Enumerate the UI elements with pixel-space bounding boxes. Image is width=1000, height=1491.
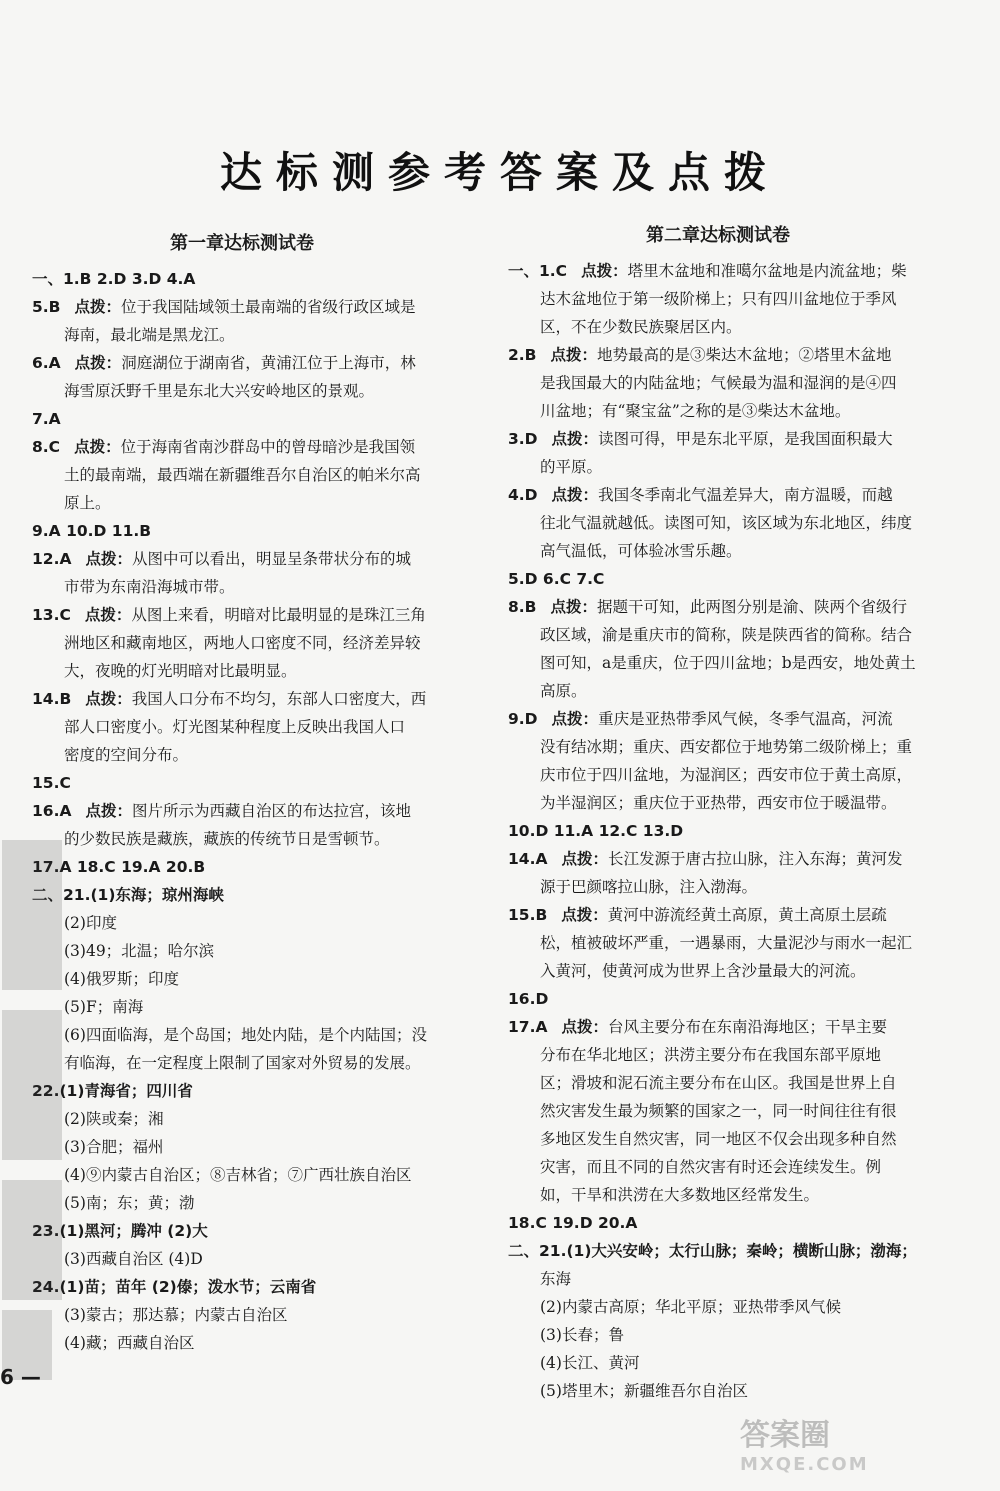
question-number: 2.B [508, 346, 537, 364]
answer-text: 二、21.(1)大兴安岭；太行山脉；秦岭；横断山脉；渤海； [508, 1242, 917, 1260]
hint-text-line: 地势最高的是③柴达木盆地；②塔里木盆地 [597, 346, 892, 364]
hint-label: 点拨： [550, 598, 598, 616]
answer-entry [508, 705, 928, 817]
hint-text-line: 然灾害发生最为频繁的国家之一，同一时间往往有很 [540, 1102, 897, 1120]
hint-text-line: 塔里木盆地和准噶尔盆地是内流盆地；柴 [627, 262, 907, 280]
hint-text-line: 川盆地；有“聚宝盆”之称的是③柴达木盆地。 [540, 402, 851, 420]
answer-entry [32, 601, 452, 685]
right-column [508, 225, 928, 1405]
question-number: 17.A [508, 1018, 548, 1036]
sub-answer: (6)四面临海，是个岛国；地处内陆，是个内陆国；没 [64, 1026, 427, 1044]
answer-entry: 24.(1)苗；苗年 (2)傣；泼水节；云南省 [32, 1278, 317, 1296]
answer-entry: 23.(1)黑河；腾冲 (2)大 [32, 1222, 208, 1240]
hint-text-line: 高气温低，可体验冰雪乐趣。 [540, 542, 742, 560]
hint-text-line: 市带为东南沿海城市带。 [64, 578, 235, 596]
hint-label: 点拨： [561, 906, 608, 924]
section-title: 第二章达标测试卷 [646, 225, 790, 246]
page-title: 达标测参考答案及点拨 [219, 148, 780, 197]
hint-text-line: 入黄河，使黄河成为世界上含沙量最大的河流。 [540, 962, 866, 980]
hint-text-line: 台风主要分布在东南沿海地区；干旱主要 [607, 1018, 887, 1036]
answer-entry [32, 293, 452, 349]
question-number: 8.B [508, 598, 537, 616]
answer-entry [508, 1013, 928, 1209]
hint-text-line: 位于海南省南沙群岛中的曾母暗沙是我国领 [120, 438, 416, 456]
sub-answer-list [32, 909, 452, 1077]
hint-text-line: 的少数民族是藏族，藏族的传统节日是雪顿节。 [64, 830, 390, 848]
hint-text-line: 区；滑坡和泥石流主要分布在山区。我国是世界上自 [540, 1074, 897, 1092]
hint-text-line: 为半湿润区；重庆位于亚热带，西安市位于暖温带。 [540, 794, 897, 812]
question-number: 14.B [32, 690, 72, 708]
watermark [740, 1410, 970, 1480]
hint-text-line: 海南，最北端是黑龙江。 [64, 326, 235, 344]
answer-list [32, 265, 452, 909]
answer-entry [508, 565, 928, 593]
sub-answer-list [32, 1245, 452, 1273]
hint-text-line: 图可知，a是重庆，位于四川盆地；b是西安，地处黄土 [540, 654, 916, 672]
answer-entry [508, 985, 928, 1013]
question-number: 9.D [508, 710, 538, 728]
question-number: 6.A [32, 354, 61, 372]
hint-label: 点拨： [74, 354, 122, 372]
sub-answer: (5)南；东；黄；渤 [64, 1194, 195, 1212]
answer-entry [32, 405, 452, 433]
answer-entry [508, 425, 928, 481]
hint-text-line: 土的最南端，最西端在新疆维吾尔自治区的帕米尔高 [64, 466, 421, 484]
question-number: 5.B [32, 298, 61, 316]
sub-answer: (2)内蒙古高原；华北平原；亚热带季风气候 [540, 1298, 841, 1316]
hint-text-line: 位于我国陆域领土最南端的省级行政区域是 [121, 298, 416, 316]
hint-label: 点拨： [74, 298, 122, 316]
left-column [32, 225, 452, 1357]
sub-answer: (2)陕或秦；湘 [64, 1110, 164, 1128]
answer-text: 16.D [508, 990, 549, 1008]
hint-label: 点拨： [551, 430, 599, 448]
answer-entry [508, 817, 928, 845]
hint-label: 点拨： [550, 346, 598, 364]
answer-entry [32, 349, 452, 405]
hint-label: 点拨： [551, 486, 599, 504]
answer-entry [32, 517, 452, 545]
question-number: 14.A [508, 850, 548, 868]
answer-entry [32, 853, 452, 881]
answer-text: 5.D 6.C 7.C [508, 570, 605, 588]
sub-answer: (3)49；北温；哈尔滨 [64, 942, 215, 960]
hint-text-line: 的平原。 [540, 458, 603, 476]
question-number: 4.D [508, 486, 538, 504]
answer-text: 10.D 11.A 12.C 13.D [508, 822, 684, 840]
answer-entry [32, 545, 452, 601]
hint-label: 点拨： [85, 550, 132, 568]
hint-text-line: 海雪原沃野千里是东北大兴安岭地区的景观。 [64, 382, 375, 400]
question-number: 3.D [508, 430, 538, 448]
hint-text-line: 重庆是亚热带季风气候，冬季气温高，河流 [598, 710, 893, 728]
hint-label: 点拨： [74, 438, 121, 456]
answer-entry [32, 769, 452, 797]
hint-text-line: 长江发源于唐古拉山脉，注入东海；黄河发 [607, 850, 903, 868]
hint-text-line: 政区域，渝是重庆市的简称，陕是陕西省的简称。结合 [540, 626, 913, 644]
answer-entry [508, 257, 928, 341]
hint-text-line: 我国冬季南北气温差异大，南方温暖，而越 [598, 486, 893, 504]
hint-text-line: 据题干可知，此两图分别是渝、陕两个省级行 [597, 598, 908, 616]
side-seal-graphic [0, 830, 70, 1390]
answer-entry [508, 341, 928, 425]
hint-label: 点拨： [581, 262, 628, 280]
answer-entry [32, 797, 452, 853]
answer-entry [508, 1237, 928, 1265]
sub-answer: 有临海，在一定程度上限制了国家对外贸易的发展。 [64, 1054, 421, 1072]
hint-text-line: 洞庭湖位于湖南省，黄浦江位于上海市，林 [121, 354, 416, 372]
sub-answer: (4)俄罗斯；印度 [64, 970, 179, 988]
answer-text: 7.A [32, 410, 61, 428]
hint-text-line: 没有结冰期；重庆、西安都位于地势第二级阶梯上；重 [540, 738, 913, 756]
question-number: 8.C [32, 438, 61, 456]
page-number: 6 — [0, 1365, 41, 1389]
answer-entry [508, 901, 928, 985]
hint-label: 点拨： [85, 802, 132, 820]
answer-entry [32, 685, 452, 769]
hint-label: 点拨： [551, 710, 599, 728]
sub-answer-list [32, 1301, 452, 1357]
hint-text-line: 大，夜晚的灯光明暗对比最明显。 [64, 662, 297, 680]
watermark-url: MXQE.COM [740, 1454, 869, 1475]
answer-entry: 22.(1)青海省；四川省 [32, 1082, 193, 1100]
answer-text: 二、21.(1)东海；琼州海峡 [32, 886, 224, 904]
hint-text-line: 多地区发生自然灾害，同一地区不仅会出现多种自然 [540, 1130, 897, 1148]
answer-text: 17.A 18.C 19.A 20.B [32, 858, 206, 876]
hint-text-line: 源于巴颜喀拉山脉，注入渤海。 [540, 878, 758, 896]
hint-text-line: 分布在华北地区；洪涝主要分布在我国东部平原地 [540, 1046, 882, 1064]
hint-text-line: 是我国最大的内陆盆地；气候最为温和湿润的是④四 [540, 374, 897, 392]
question-number: 13.C [32, 606, 71, 624]
answer-entry [32, 265, 452, 293]
hint-label: 点拨： [84, 606, 132, 624]
answer-entry [32, 433, 452, 517]
hint-text-line: 密度的空间分布。 [64, 746, 189, 764]
sub-answer: (4)长江、黄河 [540, 1354, 640, 1372]
sub-answer-list [32, 1105, 452, 1217]
hint-text-line: 黄河中游流经黄土高原，黄土高原土层疏 [607, 906, 887, 924]
hint-text-line: 松，植被破坏严重，一遇暴雨，大量泥沙与雨水一起汇 [540, 934, 913, 952]
hint-label: 点拨： [561, 1018, 608, 1036]
sub-answer: 东海 [540, 1270, 572, 1288]
hint-text-line: 从图上来看，明暗对比最明显的是珠江三角 [131, 606, 426, 624]
sub-answer: (4)藏；西藏自治区 [64, 1334, 195, 1352]
question-number: 16.A [32, 802, 72, 820]
answer-entry [508, 593, 928, 705]
answer-list [508, 257, 928, 1265]
sub-answer: (3)蒙古；那达慕；内蒙古自治区 [64, 1306, 288, 1324]
answer-text: 18.C 19.D 20.A [508, 1214, 638, 1232]
question-number: 12.A [32, 550, 72, 568]
hint-text-line: 我国人口分布不均匀，东部人口密度大，西 [131, 690, 427, 708]
answer-text: 一、1.B 2.D 3.D 4.A [32, 270, 196, 288]
sub-answer-list [508, 1265, 928, 1405]
sub-answer: (5)塔里木；新疆维吾尔自治区 [540, 1382, 748, 1400]
hint-text-line: 洲地区和藏南地区，两地人口密度不同，经济差异较 [64, 634, 421, 652]
hint-text-line: 如，干旱和洪涝在大多数地区经常发生。 [540, 1186, 820, 1204]
watermark-text: 答案圈 [740, 1418, 830, 1453]
sub-answer: (2)印度 [64, 914, 117, 932]
hint-text-line: 往北气温就越低。读图可知，该区域为东北地区，纬度 [540, 514, 913, 532]
hint-text-line: 读图可得，甲是东北平原，是我国面积最大 [598, 430, 893, 448]
answer-entry [508, 1209, 928, 1237]
hint-text-line: 达木盆地位于第一级阶梯上；只有四川盆地位于季风 [540, 290, 897, 308]
answer-entry [508, 845, 928, 901]
section-title: 第一章达标测试卷 [170, 233, 314, 254]
hint-text-line: 庆市位于四川盆地，为湿润区；西安市位于黄土高原， [540, 766, 913, 784]
question-number: 15.B [508, 906, 548, 924]
hint-label: 点拨： [561, 850, 608, 868]
sub-answer: (5)F；南海 [64, 998, 144, 1016]
answer-entry [508, 481, 928, 565]
sub-answer: (3)合肥；福州 [64, 1138, 164, 1156]
question-number: 一、1.C [508, 262, 568, 280]
sub-answer: (3)西藏自治区 (4)D [64, 1250, 203, 1268]
hint-text-line: 部人口密度小。灯光图某种程度上反映出我国人口 [64, 718, 406, 736]
hint-text-line: 高原。 [540, 682, 587, 700]
hint-text-line: 从图中可以看出，明显呈条带状分布的城 [131, 550, 411, 568]
hint-text-line: 原上。 [64, 494, 111, 512]
answer-text: 9.A 10.D 11.B [32, 522, 152, 540]
answer-text: 15.C [32, 774, 71, 792]
sub-answer: (4)⑨内蒙古自治区；⑧吉林省；⑦广西壮族自治区 [64, 1166, 412, 1184]
sub-answer: (3)长春；鲁 [540, 1326, 624, 1344]
hint-text-line: 图片所示为西藏自治区的布达拉宫，该地 [131, 802, 411, 820]
hint-text-line: 灾害，而且不同的自然灾害有时还会连续发生。例 [540, 1158, 882, 1176]
hint-label: 点拨： [85, 690, 132, 708]
answer-entry [32, 881, 452, 909]
hint-text-line: 区，不在少数民族聚居区内。 [540, 318, 742, 336]
